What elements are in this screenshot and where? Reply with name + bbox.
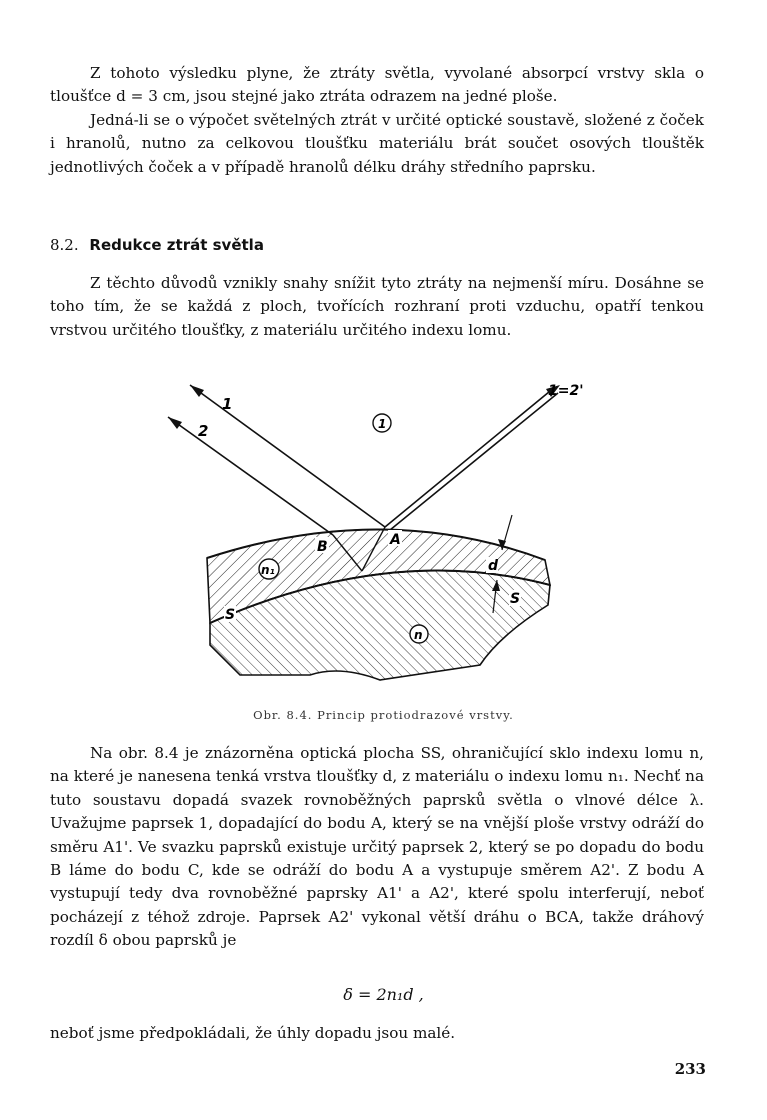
formula: δ = 2n₁d , bbox=[343, 985, 424, 1004]
ray-2 bbox=[168, 417, 333, 535]
section-number: 8.2. bbox=[50, 236, 79, 254]
label-ray-1: 1 bbox=[222, 395, 233, 413]
section-heading bbox=[50, 236, 264, 254]
figure-caption: Obr. 8.4. Princip protiodrazové vrstvy. bbox=[253, 708, 514, 722]
label-d: d bbox=[488, 558, 499, 574]
paragraph-end: neboť jsme předpokládali, že úhly dopadu jsou malé. bbox=[50, 1024, 456, 1042]
paragraph-main-block bbox=[50, 742, 704, 953]
paragraph-losses: Jedná-li se o výpočet světelných ztrát v určité optické soustavě, složené z čoček i hranolů, nutno za celkovou tloušťku materiálu brát součet osových tlouštěk jednotlivých čoček a v případě hranolů délku dráhy středního paprsku. bbox=[50, 110, 704, 176]
label-n1: n₁ bbox=[261, 563, 275, 577]
figure-antireflection bbox=[150, 375, 584, 700]
label-out: 1=2' bbox=[548, 383, 584, 399]
ray-out-2 bbox=[390, 393, 558, 530]
label-n: n bbox=[414, 628, 423, 642]
section-title: Redukce ztrát světla bbox=[89, 236, 264, 254]
page-number: 233 bbox=[674, 1060, 706, 1078]
label-medium-1: 1 bbox=[378, 417, 387, 431]
ray-1-arrow bbox=[190, 385, 204, 397]
ray-2-arrow bbox=[168, 417, 182, 429]
paragraph-main: Na obr. 8.4 je znázorněna optická plocha SS, ohraničující sklo indexu lomu n, na které je nanesena tenká vrstva tloušťky d, z materiálu o indexu lomu n₁. Nechť na tuto soustavu dopadá svazek rovnoběžných paprsků světla o vlnové délce λ. Uvažujme paprsek 1, dopadající do bodu A, který se na vnější ploše vrstvy odráží do směru A1'. Ve svazku paprsků existuje určitý paprsek 2, který se po dopadu do bodu B láme do bodu C, kde se odráží do bodu A a vystupuje směrem A2'. Z bodu A vystupují tedy dva rovnoběžné paprsky A1' a A2', které spolu interferují, neboť pocházejí z téhož zdroje. Paprsek A2' vykonal větší dráhu o BCA, takže dráhový rozdíl δ obou paprsků je bbox=[50, 744, 704, 950]
ray-out-1 bbox=[385, 387, 555, 527]
label-s-right: S bbox=[510, 591, 521, 607]
paragraph-intro-block bbox=[50, 272, 704, 342]
label-B: B bbox=[317, 539, 328, 555]
ray-1 bbox=[190, 385, 385, 527]
paragraph-intro: Z těchto důvodů vznikly snahy snížit tyto ztráty na nejmenší míru. Dosáhne se toho tím, že se každá z ploch, tvořících rozhraní proti vzduchu, opatří tenkou vrstvou určitého tloušťky, z materiálu určitého indexu lomu. bbox=[50, 274, 704, 339]
label-s-left: S bbox=[225, 607, 236, 623]
paragraph-result: Z tohoto výsledku plyne, že ztráty světla, vyvolané absorpcí vrstvy skla o tloušťce d = 3 cm, jsou stejné jako ztráta odrazem na jedné ploše. bbox=[50, 64, 704, 106]
label-ray-2: 2 bbox=[198, 422, 209, 440]
paragraph-end-block bbox=[50, 1022, 704, 1045]
paragraph-top bbox=[50, 62, 704, 179]
label-A: A bbox=[390, 532, 401, 548]
